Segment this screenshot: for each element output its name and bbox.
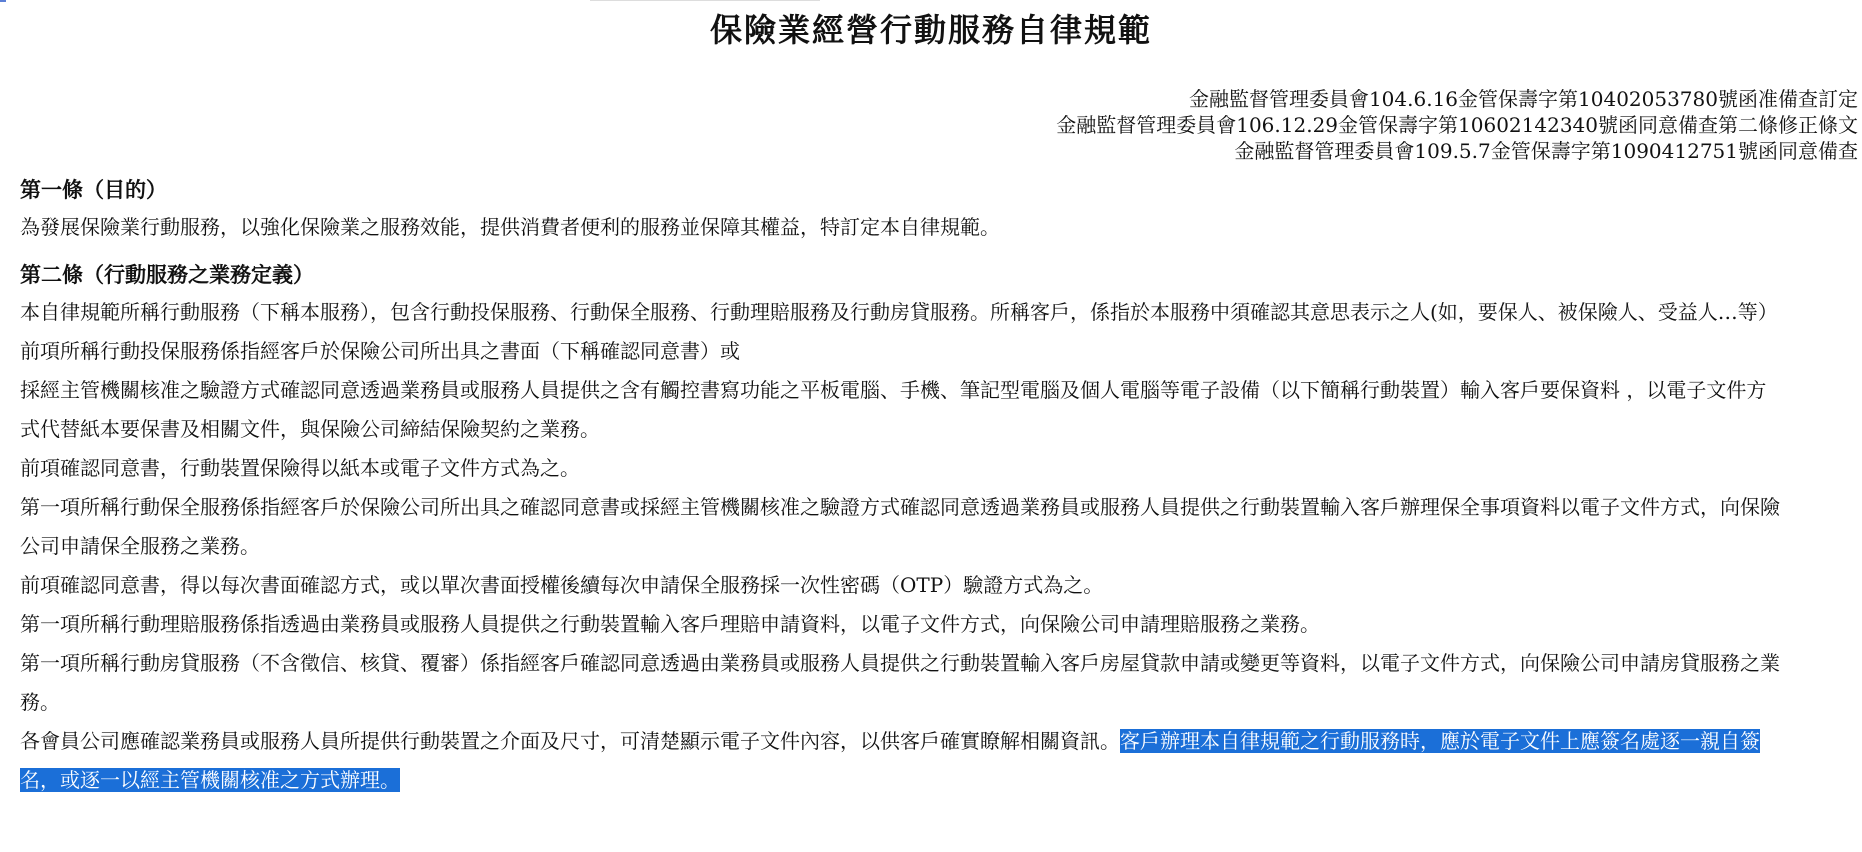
top-edge-rule [590, 0, 820, 1]
article-2-paragraph[interactable]: 前項確認同意書，得以每次書面確認方式，或以單次書面授權後續每次申請保全服務採一次性密碼（OTP）驗證方式為之。 [20, 573, 1104, 597]
article-2-paragraph[interactable]: 前項所稱行動投保服務係指經客戶於保險公司所出具之書面（下稱確認同意書）或 [20, 339, 740, 363]
article-2-paragraph[interactable]: 本自律規範所稱行動服務（下稱本服務），包含行動投保服務、行動保全服務、行動理賠服務及行動房貸服務。所稱客戶，係指於本服務中須確認其意思表示之人(如，要保人、被保險人、受益人…等） [20, 300, 1778, 324]
article-2-last-paragraph[interactable] [20, 722, 1780, 800]
document-title: 保險業經營行動服務自律規範 [709, 11, 1152, 49]
approval-line: 金融監督管理委員會109.5.7金管保壽字第1090412751號函同意備查 [1234, 139, 1858, 163]
approval-notes [1056, 86, 1858, 164]
selected-text[interactable]: 客戶辦理本自律規範之行動服務時，應於電子文件上應簽名處逐一親自簽名，或逐一以經主管機關核准之方式辦理。 [20, 729, 1760, 792]
article-2-paragraph[interactable]: 第一項所稱行動保全服務係指經客戶於保險公司所出具之確認同意書或採經主管機關核准之驗證方式確認同意透過業務員或服務人員提供之行動裝置輸入客戶辦理保全事項資料以電子文件方式，向保險公司申請保全服務之業務。 [20, 495, 1780, 558]
article-2-paragraph[interactable]: 第一項所稱行動房貸服務（不含徵信、核貸、覆審）係指經客戶確認同意透過由業務員或服務人員提供之行動裝置輸入客戶房屋貸款申請或變更等資料，以電子文件方式，向保險公司申請房貸服務之業務。 [20, 651, 1780, 714]
article-2-paragraph[interactable]: 採經主管機關核准之驗證方式確認同意透過業務員或服務人員提供之含有觸控書寫功能之平板電腦、手機、筆記型電腦及個人電腦等電子設備（以下簡稱行動裝置）輸入客戶要保資料 ，以電子文件方式代替紙本要保書及相關文件，與保險公司締結保險契約之業務。 [20, 378, 1767, 441]
article-1-heading: 第一條（目的） [20, 177, 167, 202]
top-edge-marker [0, 0, 6, 2]
paragraph-text[interactable]: 各會員公司應確認業務員或服務人員所提供行動裝置之介面及尺寸，可清楚顯示電子文件內容，以供客戶確實瞭解相關資訊。 [20, 729, 1120, 753]
article-2-paragraph[interactable]: 第一項所稱行動理賠服務係指透過由業務員或服務人員提供之行動裝置輸入客戶理賠申請資料，以電子文件方式，向保險公司申請理賠服務之業務。 [20, 612, 1320, 636]
document-body [20, 172, 1780, 800]
article-2-heading: 第二條（行動服務之業務定義） [20, 262, 314, 287]
approval-line: 金融監督管理委員會104.6.16金管保壽字第10402053780號函准備查訂定 [1188, 87, 1858, 111]
article-1-text[interactable]: 為發展保險業行動服務，以強化保險業之服務效能，提供消費者便利的服務並保障其權益，特訂定本自律規範。 [20, 215, 1000, 239]
article-2-paragraph[interactable]: 前項確認同意書，行動裝置保險得以紙本或電子文件方式為之。 [20, 456, 580, 480]
approval-line: 金融監督管理委員會106.12.29金管保壽字第10602142340號函同意備查第二條修正條文 [1056, 113, 1858, 137]
